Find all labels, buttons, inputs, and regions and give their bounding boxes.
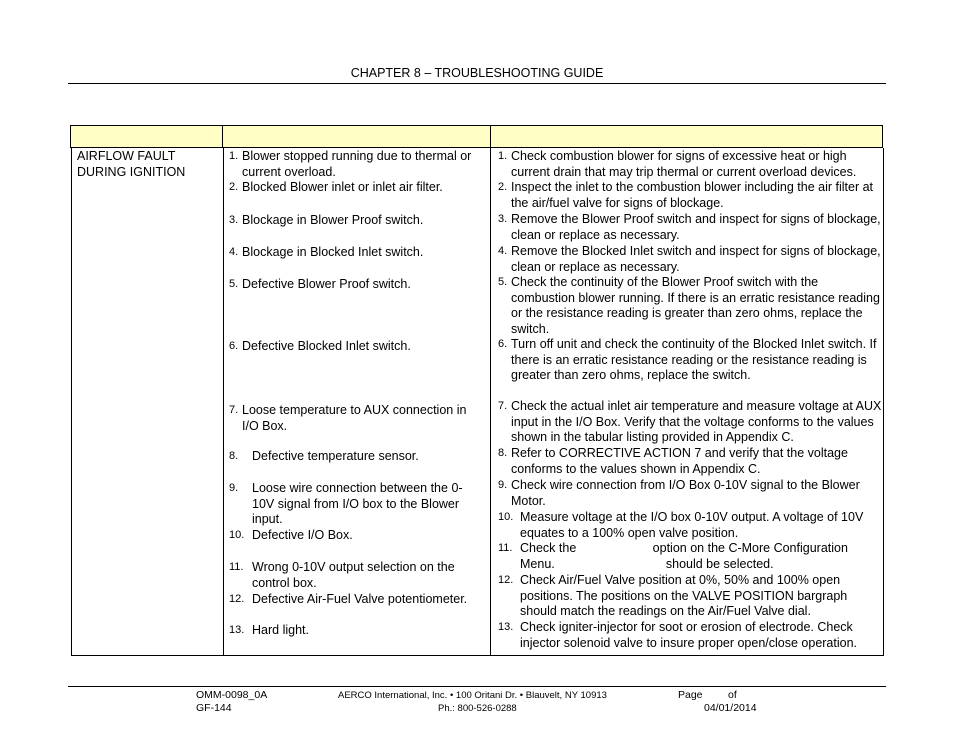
troubleshooting-table [71,148,884,656]
action-text: Check the option on the C-More Configuration Menu. should be selected. [520,541,852,571]
company-address: AERCO International, Inc. • 100 Oritani Dr. • Blauvelt, NY 10913 [338,690,607,701]
action-number: 12. [498,574,514,586]
action-item [498,573,882,620]
action-item [498,446,882,477]
cause-number: 3. [229,214,239,226]
cause-item [229,449,484,465]
action-text: Measure voltage at the I/O box 0-10V output. A voltage of 10V equates to a 100% open valve position. [520,510,864,540]
cause-text: Defective I/O Box. [252,528,353,542]
action-item [498,337,882,384]
action-number: 10. [498,511,514,523]
action-item [498,212,882,243]
cause-text: Defective Blower Proof switch. [242,277,411,291]
action-item [498,275,882,337]
col-divider-1 [223,148,224,655]
cause-text: Hard light. [252,623,309,637]
cause-number: 4. [229,246,239,258]
action-item [498,541,882,572]
action-item [498,510,882,541]
action-number: 7. [498,400,508,412]
company-phone: Ph.: 800-526-0288 [438,703,517,714]
col-divider-2 [490,148,491,655]
action-text: Check the actual inlet air temperature and measure voltage at AUX input in the I/O Box. Verify that the voltage conforms to the values shown in the tabular listing provided in Appendix C. [511,399,882,445]
fault-indication: AIRFLOW FAULT DURING IGNITION [77,149,186,179]
cause-item [229,277,484,293]
action-item [498,620,882,651]
cause-item [229,245,484,261]
action-text: Check wire connection from I/O Box 0-10V signal to the Blower Motor. [511,478,860,508]
doc-id: OMM-0098_0A [196,689,268,701]
cause-item [229,403,484,434]
action-number: 3. [498,213,508,225]
action-text: Check the continuity of the Blower Proof switch with the combustion blower running. If there is an erratic resistance reading or the resistance reading is greater than zero ohms, replace the switch. [511,275,880,336]
action-text: Check igniter-injector for soot or erosion of electrode. Check injector solenoid valve to insure proper open/close operation. [520,620,858,650]
action-item [498,244,882,275]
cause-number: 13. [229,624,245,636]
header-cell-fault [71,126,223,147]
action-text: Remove the Blower Proof switch and inspect for signs of blockage, clean or replace as necessary. [511,212,881,242]
cause-text: Loose temperature to AUX connection in I/O Box. [242,403,467,433]
cause-text: Blower stopped running due to thermal or current overload. [242,149,472,179]
cause-item [229,528,484,544]
chapter-title: CHAPTER 8 – TROUBLESHOOTING GUIDE [350,66,604,80]
action-item [498,149,882,180]
cause-text: Wrong 0-10V output selection on the control box. [252,560,455,590]
action-number: 4. [498,245,508,257]
table-header-row [70,125,883,148]
cause-number: 11. [229,561,244,573]
header-rule [68,83,886,84]
cause-item [229,213,484,229]
cause-number: 5. [229,278,239,290]
cause-text: Defective temperature sensor. [252,449,419,463]
cause-number: 7. [229,404,239,416]
action-text: Check combustion blower for signs of excessive heat or high current drain that may trip thermal or current overload devices. [511,149,857,179]
cause-number: 1. [229,150,239,162]
cause-text: Blockage in Blocked Inlet switch. [242,245,424,259]
action-text: Remove the Blocked Inlet switch and inspect for signs of blockage, clean or replace as necessary. [511,244,881,274]
action-text: Inspect the inlet to the combustion blower including the air filter at the air/fuel valve for signs of blockage. [511,180,874,210]
action-number: 5. [498,276,508,288]
action-text: Refer to CORRECTIVE ACTION 7 and verify that the voltage conforms to the values shown in Appendix C. [511,446,848,476]
cause-number: 2. [229,181,239,193]
page-label: Page [678,689,703,701]
action-number: 9. [498,479,508,491]
of-label: of [728,689,737,701]
action-number: 8. [498,447,508,459]
cause-item [229,592,484,608]
cause-number: 9. [229,482,239,494]
action-text: Check Air/Fuel Valve position at 0%, 50% and 100% open positions. The positions on the VALVE POSITION bargraph should match the readings on the Air/Fuel Valve dial. [520,573,848,619]
action-item [498,180,882,211]
footer-rule [68,686,886,687]
action-text: Turn off unit and check the continuity of the Blocked Inlet switch. If there is an erratic resistance reading or the resistance reading is greater than zero ohms, replace the switch. [511,337,877,383]
cause-text: Blocked Blower inlet or inlet air filter. [242,180,443,194]
revision-date: 04/01/2014 [704,702,757,714]
action-number: 1. [498,150,508,162]
cause-item [229,339,484,355]
action-number: 2. [498,181,508,193]
action-number: 11. [498,542,513,554]
action-number: 6. [498,338,508,350]
cause-number: 8. [229,450,239,462]
action-number: 13. [498,621,514,633]
cause-text: Loose wire connection between the 0-10V signal from I/O box to the Blower input. [252,481,463,527]
cause-item [229,149,484,180]
cause-item [229,623,484,639]
cause-text: Defective Air-Fuel Valve potentiometer. [252,592,468,606]
cause-item [229,481,484,528]
gf-number: GF-144 [196,702,232,714]
cause-text: Defective Blocked Inlet switch. [242,339,411,353]
cause-item [229,180,484,196]
cause-number: 12. [229,593,245,605]
action-item [498,399,882,446]
cause-number: 10. [229,529,245,541]
cause-text: Blockage in Blower Proof switch. [242,213,424,227]
action-item [498,478,882,509]
header-cell-cause [223,126,491,147]
cause-item [229,560,484,591]
cause-number: 6. [229,340,239,352]
